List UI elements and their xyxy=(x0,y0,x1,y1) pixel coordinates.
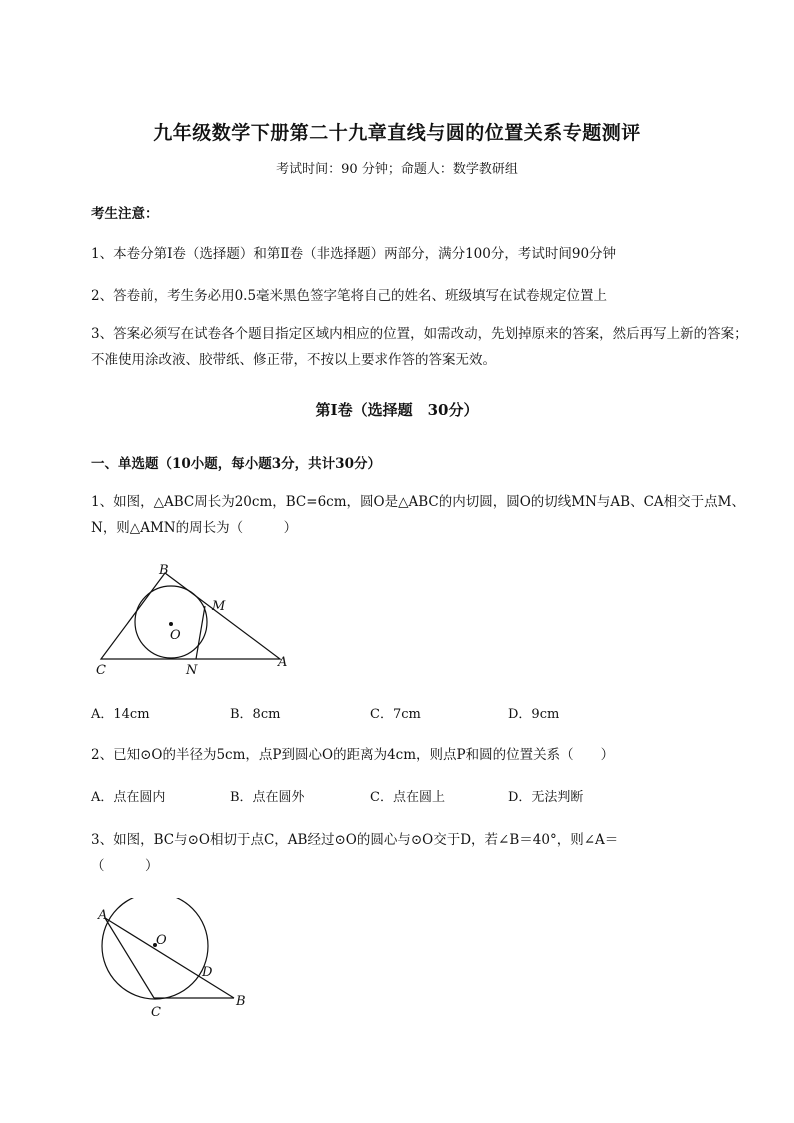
label-d: D xyxy=(202,965,213,980)
q1-option-c: C．7cm xyxy=(370,707,421,722)
q2-option-a: A．点在圆内 xyxy=(91,790,166,805)
question-3-line-2: （ ） xyxy=(91,858,159,874)
label-a: A xyxy=(278,655,288,670)
question-3-line-1: 3、如图，BC与⊙O相切于点C，AB经过⊙O的圆心与⊙O交于D，若∠B＝40°，则∠A＝ xyxy=(91,832,619,848)
label-b: B xyxy=(236,994,246,1009)
center-dot-o xyxy=(169,622,173,626)
q2-option-b: B．点在圆外 xyxy=(230,790,305,805)
line-ab xyxy=(105,918,234,998)
q2-option-c: C．点在圆上 xyxy=(370,790,445,805)
part-title: 一、单选题（10小题，每小题3分，共计30分） xyxy=(91,456,381,472)
notice-item-1: 1、本卷分第Ⅰ卷（选择题）和第Ⅱ卷（非选择题）两部分，满分100分，考试时间90分钟 xyxy=(91,246,617,262)
question-1-figure xyxy=(88,560,308,685)
notice-item-2: 2、答卷前，考生务必用0.5毫米黑色签字笔将自己的姓名、班级填写在试卷规定位置上 xyxy=(91,288,608,304)
tangent-mn xyxy=(196,606,205,659)
section-title: 第Ⅰ卷（选择题 30分） xyxy=(315,401,479,419)
label-c: C xyxy=(96,663,106,678)
page-title: 九年级数学下册第二十九章直线与圆的位置关系专题测评 xyxy=(153,122,641,144)
q1-option-b: B．8cm xyxy=(230,707,281,722)
q1-option-d: D．9cm xyxy=(508,707,560,722)
label-c: C xyxy=(151,1005,161,1020)
label-a: A xyxy=(98,908,108,923)
q2-option-d: D．无法判断 xyxy=(508,790,584,805)
label-m: M xyxy=(212,599,226,614)
question-1-text: 1、如图，△ABC周长为20cm，BC=6cm，圆O是△ABC的内切圆，圆O的切线MN与AB、CA相交于点M、N，则△AMN的周长为（ ） xyxy=(91,494,745,536)
line-ac xyxy=(105,918,154,998)
label-n: N xyxy=(186,663,198,678)
triangle-abc xyxy=(101,573,280,659)
label-o: O xyxy=(156,933,167,948)
label-b: B xyxy=(159,563,169,578)
page-subtitle: 考试时间：90 分钟；命题人：数学教研组 xyxy=(276,162,518,177)
q1-option-a: A．14cm xyxy=(91,707,150,722)
question-2-text: 2、已知⊙O的半径为5cm，点P到圆心O的距离为4cm，则点P和圆的位置关系（ ） xyxy=(91,747,615,763)
notice-item-3: 3、答案必须写在试卷各个题目指定区域内相应的位置，如需改动，先划掉原来的答案，然后再写上新的答案；不准使用涂改液、胶带纸、修正带，不按以上要求作答的答案无效。 xyxy=(91,326,748,368)
label-o: O xyxy=(170,628,181,643)
notice-heading: 考生注意： xyxy=(91,206,159,222)
question-3-figure xyxy=(92,898,262,1023)
